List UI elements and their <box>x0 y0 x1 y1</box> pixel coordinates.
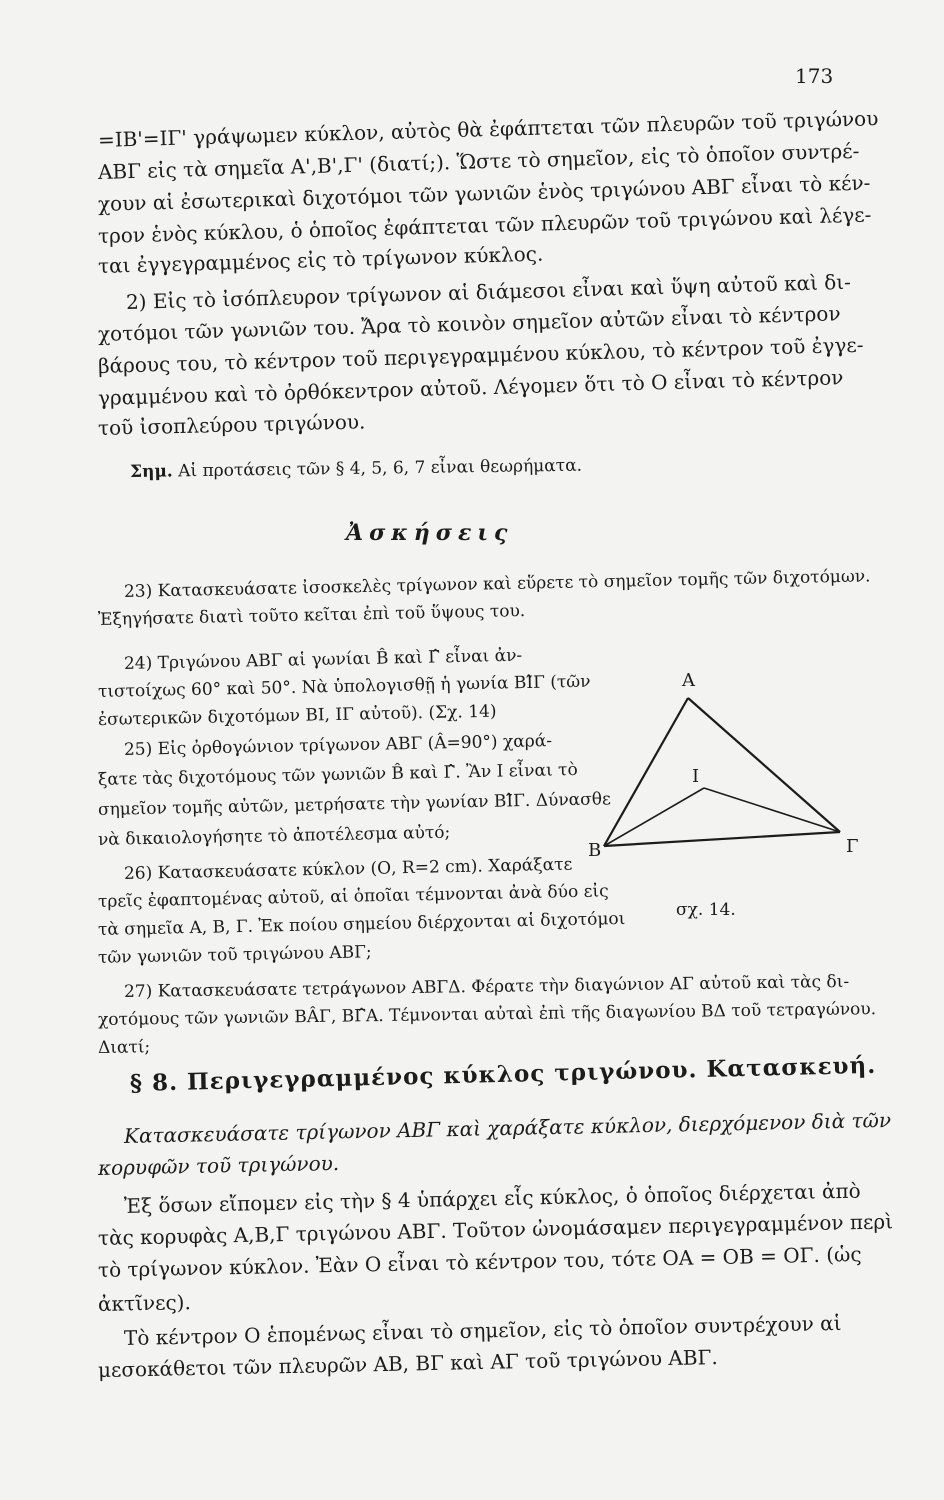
exercise-line: τιστοίχως 60° καὶ 50°. Νὰ ὑπολογισθῇ ἡ γωνία ΒΙ̂Γ (τῶν <box>97 671 591 702</box>
exercise-line: ξατε τὰς διχοτόμους τῶν γωνιῶν B̂ καὶ Γ̂. Ἂν Ι εἶναι τὸ <box>97 759 578 790</box>
text-line: χουν αἱ ἐσωτερικαὶ διχοτόμοι τῶν γωνιῶν ἑνὸς τριγώνου ΑΒΓ εἶναι τὸ κέν- <box>97 170 871 216</box>
exercise-line: 27) Κατασκευάσατε τετράγωνον ΑΒΓΔ. Φέρατε τὴν διαγώνιον ΑΓ αὐτοῦ καὶ τὰς δι- <box>123 971 850 1002</box>
text-line: τρον ἑνὸς κύκλου, ὁ ὁποῖος ἐφάπτεται τῶν πλευρῶν τοῦ τριγώνου καὶ λέγε- <box>97 202 872 248</box>
exercise-line: νὰ δικαιολογήσητε τὸ ἀποτέλεσμα αὐτό; <box>97 822 451 850</box>
exercise-line: 25) Εἰς ὀρθογώνιον τρίγωνον ΑΒΓ (Â=90°) χαρά- <box>123 731 553 760</box>
exercise-line: σημεῖον τομῆς αὐτῶν, μετρήσατε τὴν γωνίαν ΒΙ̂Γ. Δύνασθε <box>97 789 612 820</box>
text-line: γραμμένου καὶ τὸ ὀρθόκεντρον αὐτοῦ. Λέγομεν ὅτι τὸ Ο εἶναι τὸ κέντρον <box>97 365 844 410</box>
exercise-line: 23) Κατασκευάσατε ἰσοσκελὲς τρίγωνον καὶ εὕρετε τὸ σημεῖον τομῆς τῶν διχοτόμων. <box>123 566 871 602</box>
vertex-b-label: B <box>588 840 602 861</box>
vertex-a-label: A <box>682 670 695 691</box>
task-line: Κατασκευάσατε τρίγωνον ΑΒΓ καὶ χαράξατε κύκλον, διερχόμενον διὰ τῶν <box>123 1107 892 1148</box>
incenter-label: I <box>692 766 700 787</box>
bisector-gi <box>704 788 840 832</box>
bisector-bi <box>604 788 704 846</box>
exercise-line: 26) Κατασκευάσατε κύκλον (Ο, R=2 cm). Χαράξατε <box>123 854 573 884</box>
text-line: ΑΒΓ εἰς τὰ σημεῖα Α',Β',Γ' (διατί;). Ὥστε τὸ σημεῖον, εἰς τὸ ὁποῖον συντρέ- <box>97 138 860 184</box>
exercise-line: Ἐξηγήσατε διατὶ τοῦτο κεῖται ἐπὶ τοῦ ὕψους του. <box>97 601 526 630</box>
text-line: =ΙΒ'=ΙΓ' γράψωμεν κύκλον, αὐτὸς θὰ ἐφάπτεται τῶν πλευρῶν τοῦ τριγώνου <box>97 106 879 152</box>
exercise-line: ἐσωτερικῶν διχοτόμων ΒΙ, ΙΓ αὐτοῦ). (Σχ. 14) <box>97 701 497 730</box>
note <box>130 454 582 484</box>
figure-caption: σχ. 14. <box>676 900 736 920</box>
body-line: μεσοκάθετοι τῶν πλευρῶν ΑΒ, ΒΓ καὶ ΑΓ τοῦ τριγώνου ΑΒΓ. <box>97 1345 719 1382</box>
side-bg <box>604 832 840 846</box>
text-line: βάρους του, τὸ κέντρον τοῦ περιγεγραμμένου κύκλου, τὸ κέντρον τοῦ ἐγγε- <box>97 332 864 378</box>
figure-14 <box>580 660 870 930</box>
side-ag <box>688 698 840 832</box>
exercise-line: τῶν γωνιῶν τοῦ τριγώνου ΑΒΓ; <box>97 942 372 968</box>
note-label: Σημ. <box>129 461 173 482</box>
section-title: § 8. Περιγεγραμμένος κύκλος τριγώνου. Κατασκευή. <box>129 1051 877 1097</box>
exercise-line: 24) Τριγώνου ΑΒΓ αἱ γωνίαι B̂ καὶ Γ̂ εἶναι ἀν- <box>123 645 523 674</box>
vertex-g-label: Γ <box>846 836 859 857</box>
body-line: τὰς κορυφὰς Α,Β,Γ τριγώνου ΑΒΓ. Τοῦτον ὠνομάσαμεν περιγεγραμμένον περὶ <box>97 1209 894 1250</box>
page-number: 173 <box>795 64 834 88</box>
exercise-line: τὰ σημεῖα Α, Β, Γ. Ἐκ ποίου σημείου διέρχονται αἱ διχοτόμοι <box>97 908 626 940</box>
text-line: ται ἐγγεγραμμένος εἰς τὸ τρίγωνον κύκλος. <box>97 241 544 278</box>
exercise-line: Διατί; <box>97 1037 151 1058</box>
body-line: Τὸ κέντρον Ο ἑπομένως εἶναι τὸ σημεῖον, εἰς τὸ ὁποῖον συντρέχουν αἱ <box>123 1310 842 1350</box>
text-line: τοῦ ἰσοπλεύρου τριγώνου. <box>97 409 366 440</box>
triangle-diagram <box>580 660 870 930</box>
text-line: 2) Εἰς τὸ ἰσόπλευρον τρίγωνον αἱ διάμεσοι εἶναι καὶ ὕψη αὐτοῦ καὶ δι- <box>125 269 852 314</box>
exercises-heading: Ἀσκήσεις <box>346 520 514 546</box>
body-line: τὸ τρίγωνον κύκλον. Ἐὰν Ο εἶναι τὸ κέντρον του, τότε ΟΑ = ΟΒ = ΟΓ. (ὡς <box>97 1242 862 1282</box>
text-line: χοτόμοι τῶν γωνιῶν του. Ἄρα τὸ κοινὸν σημεῖον αὐτῶν εἶναι τὸ κέντρον <box>97 301 841 346</box>
exercise-line: τρεῖς ἐφαπτομένας αὐτοῦ, αἱ ὁποῖαι τέμνονται ἀνὰ δύο εἰς <box>97 881 609 912</box>
body-line: ἀκτῖνες). <box>97 1290 192 1316</box>
exercise-line: χοτόμους τῶν γωνιῶν ΒÂΓ, ΒΓ̂Α. Τέμνονται αὐταὶ ἐπὶ τῆς διαγωνίου ΒΔ τοῦ τετραγώνου. <box>97 999 877 1030</box>
task-line: κορυφῶν τοῦ τριγώνου. <box>97 1150 340 1180</box>
note-text: Αἱ προτάσεις τῶν § 4, 5, 6, 7 εἶναι θεωρήματα. <box>178 455 583 482</box>
body-line: Ἐξ ὅσων εἴπομεν εἰς τὴν § 4 ὑπάρχει εἷς κύκλος, ὁ ὁποῖος διέρχεται ἀπὸ <box>123 1178 861 1218</box>
side-ab <box>604 698 688 846</box>
